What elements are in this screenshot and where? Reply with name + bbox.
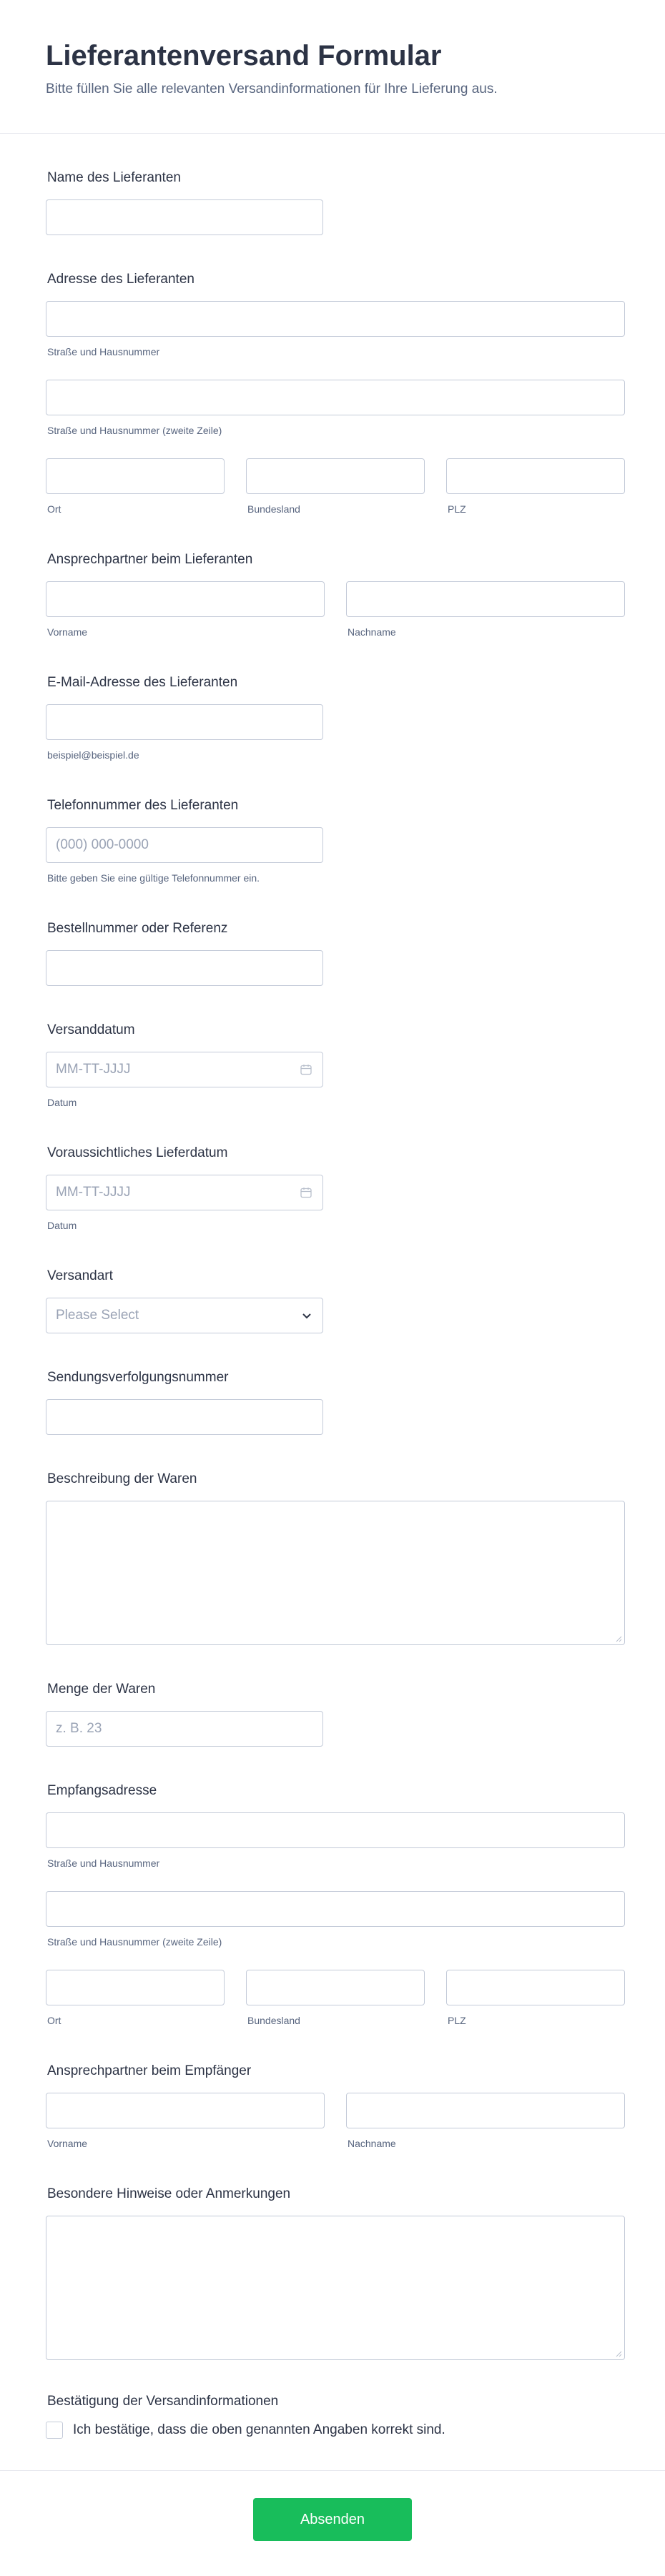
supplier-address-label: Adresse des Lieferanten [47, 272, 194, 287]
recipient-street-sublabel: Straße und Hausnummer [47, 1857, 160, 1869]
order-number-label: Bestellnummer oder Referenz [47, 921, 228, 936]
recipient-street2-sublabel: Straße und Hausnummer (zweite Zeile) [47, 1936, 222, 1948]
supplier-name-input[interactable] [46, 199, 323, 235]
tracking-label: Sendungsverfolgungsnummer [47, 1370, 229, 1385]
goods-quantity-question [46, 1681, 619, 1747]
recipient-address-question [46, 1782, 619, 2027]
supplier-contact-label: Ansprechpartner beim Lieferanten [47, 552, 253, 567]
resize-handle-icon[interactable] [615, 2350, 622, 2357]
recipient-state-input[interactable] [246, 1970, 425, 2005]
recipient-street2-input[interactable] [46, 1891, 625, 1927]
resize-handle-icon[interactable] [615, 1635, 622, 1642]
ship-date-placeholder: MM-TT-JJJJ [56, 1062, 131, 1077]
supplier-state-input[interactable] [246, 458, 425, 494]
supplier-phone-placeholder: (000) 000-0000 [56, 837, 149, 852]
supplier-address-question [46, 271, 619, 515]
supplier-email-input[interactable] [46, 704, 323, 740]
calendar-icon[interactable] [300, 1186, 312, 1199]
form-header [0, 0, 665, 134]
tracking-question [46, 1369, 619, 1435]
goods-description-textarea[interactable] [46, 1501, 625, 1645]
ship-date-input[interactable] [46, 1052, 323, 1087]
delivery-date-question [46, 1145, 619, 1232]
tracking-input[interactable] [46, 1399, 323, 1435]
delivery-date-label: Voraussichtliches Lieferdatum [47, 1145, 228, 1160]
ship-method-label: Versandart [47, 1268, 113, 1283]
confirm-checkbox-row[interactable] [46, 2422, 619, 2439]
supplier-phone-label: Telefonnummer des Lieferanten [47, 798, 239, 813]
supplier-email-question [46, 674, 619, 761]
ship-method-select[interactable] [46, 1298, 323, 1333]
goods-quantity-placeholder: z. B. 23 [56, 1721, 102, 1736]
notes-label: Besondere Hinweise oder Anmerkungen [47, 2186, 291, 2201]
delivery-date-input[interactable] [46, 1175, 323, 1210]
confirm-question [46, 2393, 619, 2439]
ship-date-label: Versanddatum [47, 1022, 135, 1037]
ship-method-question [46, 1268, 619, 1333]
goods-description-question [46, 1471, 619, 1645]
recipient-city-sublabel: Ort [47, 2015, 61, 2026]
supplier-last-name-sublabel: Nachname [348, 626, 396, 638]
ship-method-selected-value: Please Select [56, 1308, 139, 1323]
supplier-first-name-input[interactable] [46, 581, 325, 617]
supplier-street-input[interactable] [46, 301, 625, 337]
notes-textarea[interactable] [46, 2216, 625, 2360]
supplier-zip-input[interactable] [446, 458, 625, 494]
supplier-name-label: Name des Lieferanten [47, 170, 181, 185]
recipient-contact-question [46, 2063, 619, 2150]
form-subtitle: Bitte füllen Sie alle relevanten Versandinformationen für Ihre Lieferung aus. [46, 82, 498, 97]
supplier-street2-input[interactable] [46, 380, 625, 415]
recipient-address-label: Empfangsadresse [47, 1783, 157, 1798]
supplier-city-input[interactable] [46, 458, 225, 494]
submit-button[interactable]: Absenden [253, 2498, 412, 2541]
order-number-question [46, 920, 619, 986]
supplier-street2-sublabel: Straße und Hausnummer (zweite Zeile) [47, 425, 222, 436]
supplier-email-sublabel: beispiel@beispiel.de [47, 749, 139, 761]
chevron-down-icon [301, 1310, 312, 1321]
supplier-contact-question [46, 551, 619, 638]
goods-description-label: Beschreibung der Waren [47, 1471, 197, 1486]
supplier-email-label: E-Mail-Adresse des Lieferanten [47, 675, 238, 690]
recipient-first-name-sublabel: Vorname [47, 2138, 88, 2149]
recipient-contact-label: Ansprechpartner beim Empfänger [47, 2063, 252, 2078]
delivery-date-sublabel: Datum [47, 1220, 77, 1231]
supplier-street-sublabel: Straße und Hausnummer [47, 346, 160, 357]
ship-date-question [46, 1022, 619, 1109]
confirm-checkbox[interactable] [46, 2422, 63, 2439]
confirm-checkbox-label[interactable]: Ich bestätige, dass die oben genannten Angaben korrekt sind. [73, 2422, 445, 2437]
ship-date-sublabel: Datum [47, 1097, 77, 1108]
supplier-state-sublabel: Bundesland [247, 503, 300, 515]
form-body [0, 169, 665, 2439]
recipient-last-name-sublabel: Nachname [348, 2138, 396, 2149]
confirm-label: Bestätigung der Versandinformationen [47, 2394, 279, 2409]
recipient-zip-sublabel: PLZ [448, 2015, 466, 2026]
supplier-phone-question [46, 797, 619, 884]
delivery-date-placeholder: MM-TT-JJJJ [56, 1185, 131, 1200]
order-number-input[interactable] [46, 950, 323, 986]
recipient-state-sublabel: Bundesland [247, 2015, 300, 2026]
recipient-city-input[interactable] [46, 1970, 225, 2005]
recipient-first-name-input[interactable] [46, 2093, 325, 2128]
goods-quantity-input[interactable] [46, 1711, 323, 1747]
form-footer [0, 2470, 665, 2576]
recipient-zip-input[interactable] [446, 1970, 625, 2005]
supplier-city-sublabel: Ort [47, 503, 61, 515]
recipient-street-input[interactable] [46, 1812, 625, 1848]
notes-question [46, 2186, 619, 2360]
supplier-last-name-input[interactable] [346, 581, 625, 617]
goods-quantity-label: Menge der Waren [47, 1682, 156, 1697]
supplier-zip-sublabel: PLZ [448, 503, 466, 515]
supplier-name-question [46, 169, 619, 235]
supplier-first-name-sublabel: Vorname [47, 626, 88, 638]
form-title: Lieferantenversand Formular [46, 40, 442, 71]
supplier-phone-input[interactable] [46, 827, 323, 863]
calendar-icon[interactable] [300, 1063, 312, 1076]
supplier-phone-sublabel: Bitte geben Sie eine gültige Telefonnummer ein. [47, 872, 260, 884]
recipient-last-name-input[interactable] [346, 2093, 625, 2128]
